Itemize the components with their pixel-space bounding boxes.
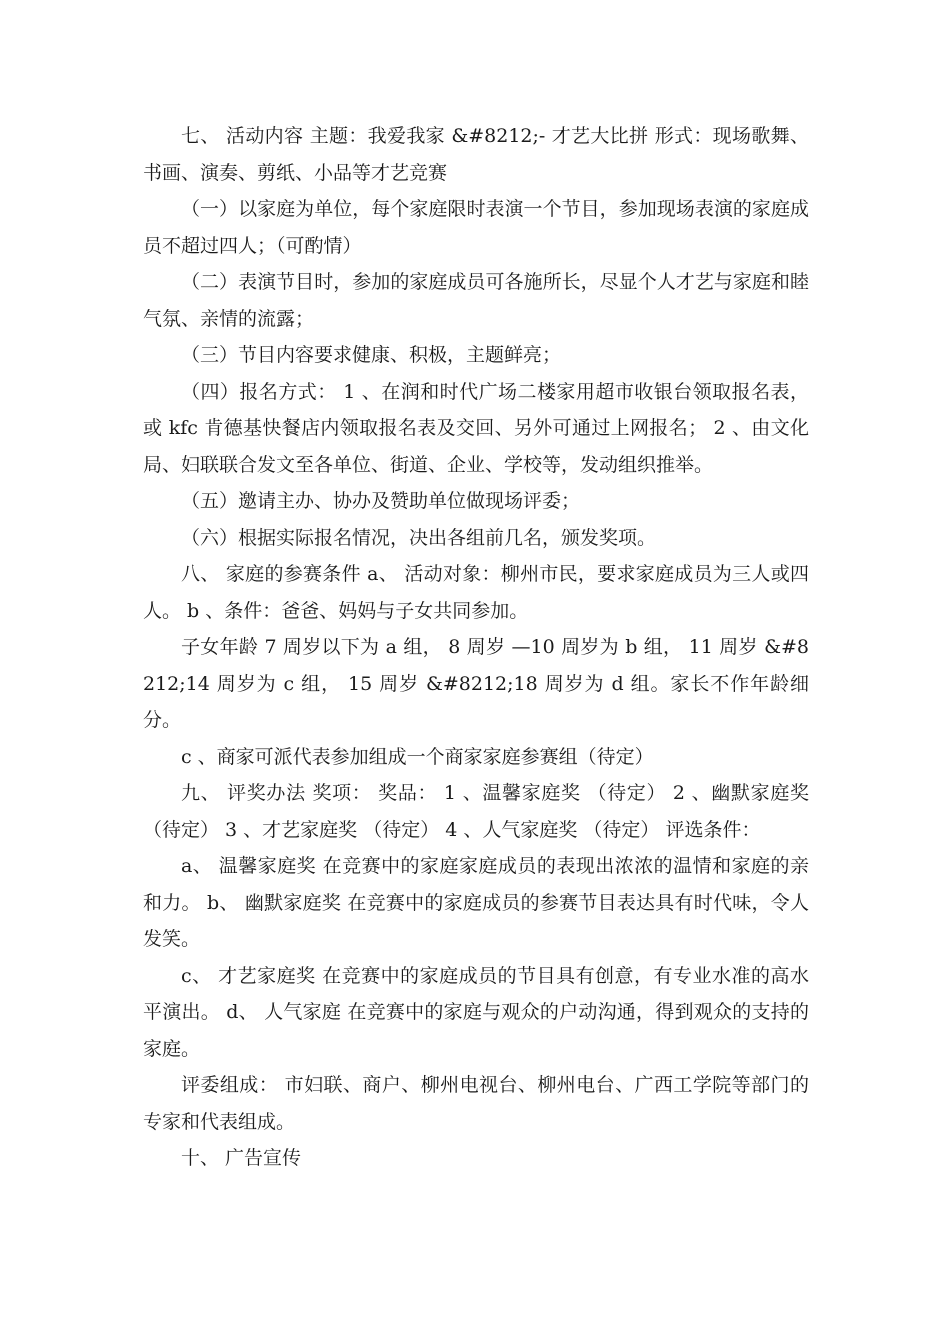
item-4-registration: （四）报名方式： 1 、在润和时代广场二楼家用超市收银台领取报名表，或 kfc 肯德基快餐店内领取报名表及交回、另外可通过上网报名； 2 、由文化局、妇联联合发文至各单位、街道、企业、学校等，发动组织推举。 bbox=[143, 380, 809, 476]
item-6-awards: （六）根据实际报名情况，决出各组前几名，颁发奖项。 bbox=[181, 526, 657, 549]
item-3-content-requirement: （三）节目内容要求健康、积极，主题鲜亮； bbox=[181, 344, 562, 366]
section-7-activity-content: 七、 活动内容 主题：我爱我家 &#8212;- 才艺大比拼 形式：现场歌舞、书画、演奏、剪纸、小品等才艺竞赛 bbox=[143, 125, 809, 184]
item-5-judges-invitation: （五）邀请主办、协办及赞助单位做现场评委； bbox=[181, 490, 581, 512]
item-1-family-unit: （一）以家庭为单位，每个家庭限时表演一个节目，参加现场表演的家庭成员不超过四人；（可酌情） bbox=[143, 198, 809, 257]
criteria-c-d: c、 才艺家庭奖 在竞赛中的家庭成员的节目具有创意，有专业水准的高水平演出。 d、 人气家庭 在竞赛中的家庭与观众的户动沟通，得到观众的支持的家庭。 bbox=[143, 964, 809, 1060]
age-groups: 子女年龄 7 周岁以下为 a 组， 8 周岁 —10 周岁为 b 组， 11 周岁 &#8212;14 周岁为 c 组， 15 周岁 &#8212;18 周岁为 d 组。家长不作年龄细分。 bbox=[143, 636, 809, 731]
merchant-group: c 、商家可派代表参加组成一个商家家庭参赛组（待定） bbox=[181, 745, 654, 768]
criteria-a-b: a、 温馨家庭奖 在竞赛中的家庭家庭成员的表现出浓浓的温情和家庭的亲和力。 b、 幽默家庭奖 在竞赛中的家庭成员的参赛节目表达具有时代味，令人发笑。 bbox=[143, 855, 809, 950]
section-9-award-method: 九、 评奖办法 奖项： 奖品： 1 、温馨家庭奖 （待定） 2 、幽默家庭奖（待定） 3 、才艺家庭奖 （待定） 4 、人气家庭奖 （待定） 评选条件： bbox=[143, 782, 809, 841]
section-10-advertising: 十、 广告宣传 bbox=[181, 1147, 302, 1169]
document-body bbox=[143, 118, 809, 1177]
section-8-conditions: 八、 家庭的参赛条件 a、 活动对象：柳州市民，要求家庭成员为三人或四人。 b 、条件：爸爸、妈妈与子女共同参加。 bbox=[143, 563, 809, 622]
judging-panel: 评委组成： 市妇联、商户、柳州电视台、柳州电台、广西工学院等部门的专家和代表组成。 bbox=[143, 1074, 809, 1133]
item-2-performance: （二）表演节目时，参加的家庭成员可各施所长，尽显个人才艺与家庭和睦气氛、亲情的流露； bbox=[143, 271, 809, 330]
